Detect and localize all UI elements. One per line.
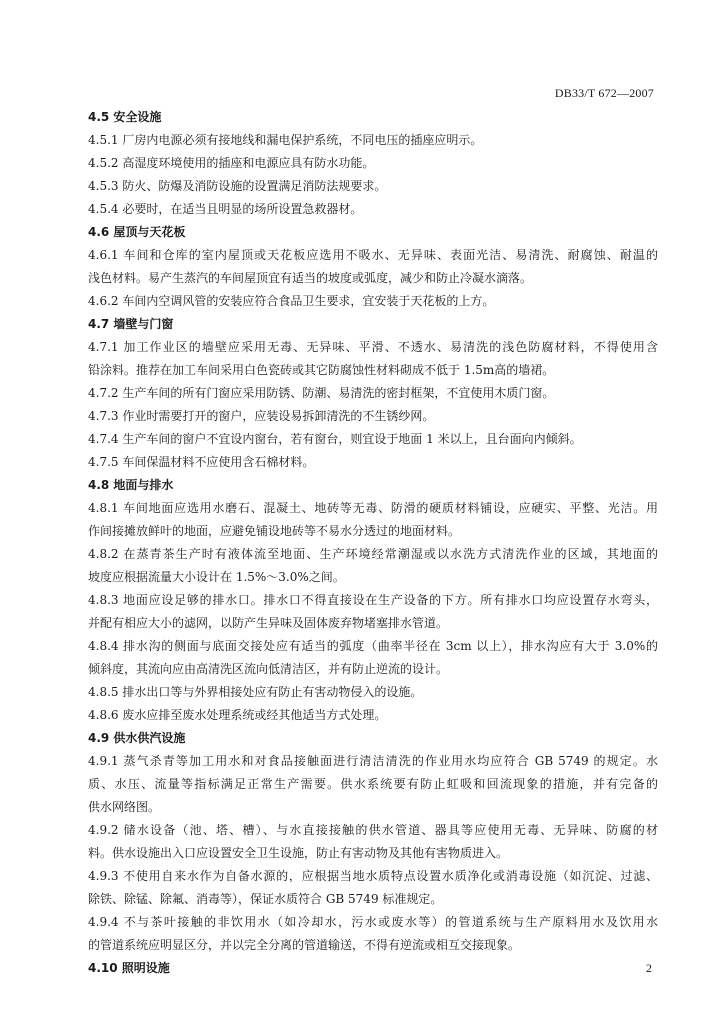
section-heading: 4.10 照明设施	[88, 961, 170, 975]
clause: 4.9.3 不使用自来水作为自备水源的，应根据当地水质特点设置水质净化或消毒设施（如沉淀、过滤、	[88, 869, 658, 883]
clause-continuation: 除铁、除锰、除氟、消毒等），保证水质符合 GB 5749 标准规定。	[88, 892, 443, 906]
section-heading: 4.5 安全设施	[88, 110, 162, 124]
clause: 4.5.3 防火、防爆及消防设施的设置满足消防法规要求。	[88, 179, 387, 193]
document-code: DB33/T 672—2007	[554, 86, 654, 100]
clause-continuation: 倾斜度，其流向应由高清洗区流向低清洁区，并有防止逆流的设计。	[88, 662, 449, 676]
clause: 4.5.1 厂房内电源必须有接地线和漏电保护系统，不同电压的插座应明示。	[88, 133, 483, 147]
clause-continuation: 坡度应根据流量大小设计在 1.5%～3.0%之间。	[88, 570, 345, 584]
clause: 4.7.3 作业时需要打开的窗户，应装设易拆卸清洗的不生锈纱网。	[88, 409, 435, 423]
clause: 4.6.1 车间和仓库的室内屋顶或天花板应选用不吸水、无异味、表面光洁、易清洗、耐腐蚀、耐温的	[88, 248, 658, 262]
clause-continuation: 供水网络图。	[88, 800, 161, 814]
section-heading: 4.9 供水供汽设施	[88, 731, 186, 745]
clause-continuation: 铅涂料。推荐在加工车间采用白色瓷砖或其它防腐蚀性材料砌成不低于 1.5m高的墙裙。	[88, 363, 555, 377]
section-heading: 4.6 屋顶与天花板	[88, 225, 186, 239]
clause-continuation: 并配有相应大小的滤网，以防产生异味及固体废弃物堵塞排水管道。	[88, 616, 449, 630]
clause-continuation: 的管道系统应明显区分，并以完全分离的管道输送，不得有逆流或相互交接现象。	[88, 938, 521, 952]
clause: 4.9.2 储水设备（池、塔、槽）、与水直接接触的供水管道、器具等应使用无毒、无异味、防腐的材	[88, 823, 658, 837]
clause: 4.7.1 加工作业区的墙壁应采用无毒、无异味、平滑、不透水、易清洗的浅色防腐材料，不得使用含	[88, 340, 658, 354]
clause: 4.8.5 排水出口等与外界相接处应有防止有害动物侵入的设施。	[88, 685, 423, 699]
section-heading: 4.7 墙壁与门窗	[88, 317, 174, 331]
clause-continuation: 浅色材料。易产生蒸汽的车间屋顶宜有适当的坡度或弧度，减少和防止冷凝水滴落。	[88, 271, 533, 285]
clause-continuation: 质、水压、流量等指标满足正常生产需要。供水系统要有防止虹吸和回流现象的措施，并有完备的	[88, 777, 658, 791]
clause-continuation: 作间接摊放鲜叶的地面，应避免铺设地砖等不易水分透过的地面材料。	[88, 524, 461, 538]
clause: 4.7.5 车间保温材料不应使用含石棉材料。	[88, 455, 315, 469]
clause: 4.9.4 不与茶叶接触的非饮用水（如冷却水，污水或废水等）的管道系统与生产原料用水及饮用水	[88, 915, 658, 929]
clause: 4.7.2 生产车间的所有门窗应采用防锈、防潮、易清洗的密封框架，不宜使用木质门窗。	[88, 386, 555, 400]
clause: 4.8.4 排水沟的侧面与底面交接处应有适当的弧度（曲率半径在 3cm 以上），排水沟应有大于 3.0%的	[88, 639, 658, 653]
clause: 4.7.4 生产车间的窗户不宜设内窗台，若有窗台，则宜设于地面 1 米以上，且台面向内倾斜。	[88, 432, 582, 446]
clause: 4.9.1 蒸气杀青等加工用水和对食品接触面进行清洁清洗的作业用水均应符合 GB 5749 的规定。水	[88, 754, 658, 768]
clause: 4.5.2 高湿度环境使用的插座和电源应具有防水功能。	[88, 156, 375, 170]
clause: 4.8.2 在蒸青茶生产时有液体流至地面、生产环境经常潮湿或以水洗方式清洗作业的区域，其地面的	[88, 547, 658, 561]
clause: 4.6.2 车间内空调风管的安装应符合食品卫生要求，宜安装于天花板的上方。	[88, 294, 495, 308]
clause: 4.5.4 必要时，在适当且明显的场所设置急救器材。	[88, 202, 363, 216]
clause-continuation: 料。供水设施出入口应设置安全卫生设施，防止有害动物及其他有害物质进入。	[88, 846, 509, 860]
clause: 4.8.1 车间地面应选用水磨石、混凝土、地砖等无毒、防滑的硬质材料铺设，应硬实、平整、光洁。用	[88, 501, 658, 515]
section-heading: 4.8 地面与排水	[88, 478, 174, 492]
document-body	[88, 106, 658, 980]
clause: 4.8.3 地面应设足够的排水口。排水口不得直接设在生产设备的下方。所有排水口均应设置存水弯头，	[88, 593, 658, 607]
clause: 4.8.6 废水应排至废水处理系统或经其他适当方式处理。	[88, 708, 387, 722]
page-number: 2	[646, 961, 652, 975]
